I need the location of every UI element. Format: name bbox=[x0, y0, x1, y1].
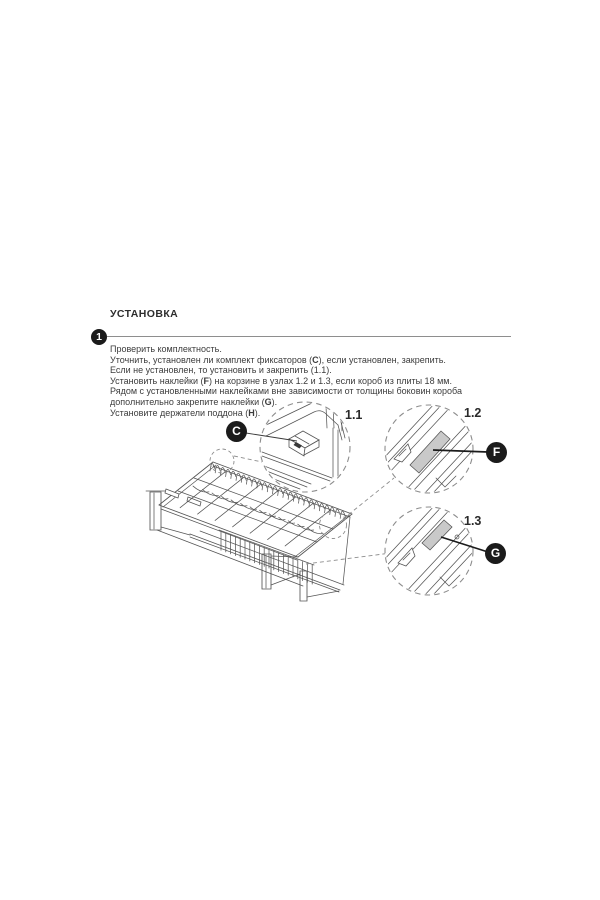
instruction-line: Рядом с установленными наклейками вне зависимости от толщины боковин короба bbox=[110, 386, 462, 397]
plate-divider-wire bbox=[252, 479, 257, 486]
plate-divider-wire bbox=[288, 492, 293, 499]
plate-cradle-wire bbox=[222, 496, 238, 502]
plate-cradle-wire bbox=[203, 490, 219, 496]
rack-cross-wire bbox=[233, 491, 278, 527]
plate-divider-wire bbox=[299, 496, 304, 503]
step-number-badge: 1 bbox=[91, 329, 107, 345]
instruction-line: Уточнить, установлен ли комплект фиксаторов (C), если установлен, закрепить. bbox=[110, 354, 446, 365]
step-divider bbox=[107, 336, 511, 337]
plate-cradle-wire bbox=[269, 514, 285, 520]
zoom-leader-line bbox=[234, 456, 262, 462]
rack-lower-wire bbox=[200, 531, 344, 585]
plate-divider-wire bbox=[267, 485, 272, 492]
detail-label-1-3: 1.3 bbox=[464, 514, 482, 528]
rack-bottom-rail bbox=[190, 534, 340, 590]
rack-front-rail-inner bbox=[161, 509, 297, 560]
plate-divider-wire bbox=[278, 488, 283, 495]
rack-front-rail bbox=[159, 505, 298, 557]
front-right-post bbox=[262, 554, 271, 589]
plate-cradle-wire bbox=[307, 528, 323, 534]
plate-cradle-wire bbox=[250, 507, 266, 513]
plate-divider-wire bbox=[319, 503, 324, 510]
plate-divider-wire bbox=[231, 471, 236, 478]
plate-divider-wire bbox=[246, 477, 251, 484]
plate-divider-wire bbox=[293, 494, 298, 501]
plate-divider-wire bbox=[241, 475, 246, 482]
detail-label-1-1: 1.1 bbox=[345, 408, 363, 422]
instruction-line: дополнительно закрепите наклейки (G). bbox=[110, 396, 278, 407]
rack-cross-wire bbox=[268, 503, 313, 539]
rack-right-end-rail-inner bbox=[296, 515, 349, 556]
zoom-leader-line bbox=[306, 553, 391, 564]
zoom-leader-line bbox=[343, 478, 394, 519]
plate-cradle-wire bbox=[260, 510, 276, 516]
detail-label-1-2: 1.2 bbox=[464, 406, 482, 420]
callout-badge-g: G bbox=[485, 543, 506, 564]
plate-divider-wire bbox=[283, 490, 288, 497]
brace bbox=[271, 556, 298, 557]
left-post bbox=[150, 492, 161, 530]
instruction-line: Если не установлен, то установить и закрепить (1.1). bbox=[110, 365, 332, 376]
rack-left-end-rail bbox=[159, 462, 213, 505]
callout-badge-c: C bbox=[226, 421, 247, 442]
rack-cross-wire bbox=[198, 478, 243, 514]
instruction-line: Проверить комплектность. bbox=[110, 344, 222, 354]
brace bbox=[307, 591, 339, 597]
brace bbox=[161, 527, 190, 535]
callout-badge-f: F bbox=[486, 442, 507, 463]
instruction-line: Установить наклейки (F) на корзине в узлах 1.2 и 1.3, если короб из плиты 18 мм. bbox=[110, 375, 452, 386]
instructions bbox=[110, 344, 510, 418]
plate-cradle-wire bbox=[241, 503, 257, 509]
rack-lower-left-edge bbox=[157, 530, 303, 586]
plate-divider-wire bbox=[325, 505, 330, 512]
plate-divider-wire bbox=[330, 507, 335, 514]
plate-divider-wire bbox=[314, 502, 319, 509]
plate-divider-wire bbox=[226, 469, 231, 476]
plate-divider-wire bbox=[236, 473, 241, 480]
plate-cradle-wire bbox=[231, 500, 247, 506]
page-title: УСТАНОВКА bbox=[110, 308, 179, 320]
zoom-area-circle-1-2-1-3 bbox=[320, 512, 347, 539]
plate-divider-wire bbox=[215, 466, 220, 473]
plate-divider-wire bbox=[262, 483, 267, 490]
plate-divider-wire bbox=[304, 498, 309, 505]
instruction-line: Установите держатели поддона (H). bbox=[110, 407, 261, 418]
rack-comb-top-wire bbox=[219, 530, 314, 565]
rack-right-end-rail bbox=[298, 514, 352, 557]
rack-cross-wire bbox=[250, 497, 295, 533]
